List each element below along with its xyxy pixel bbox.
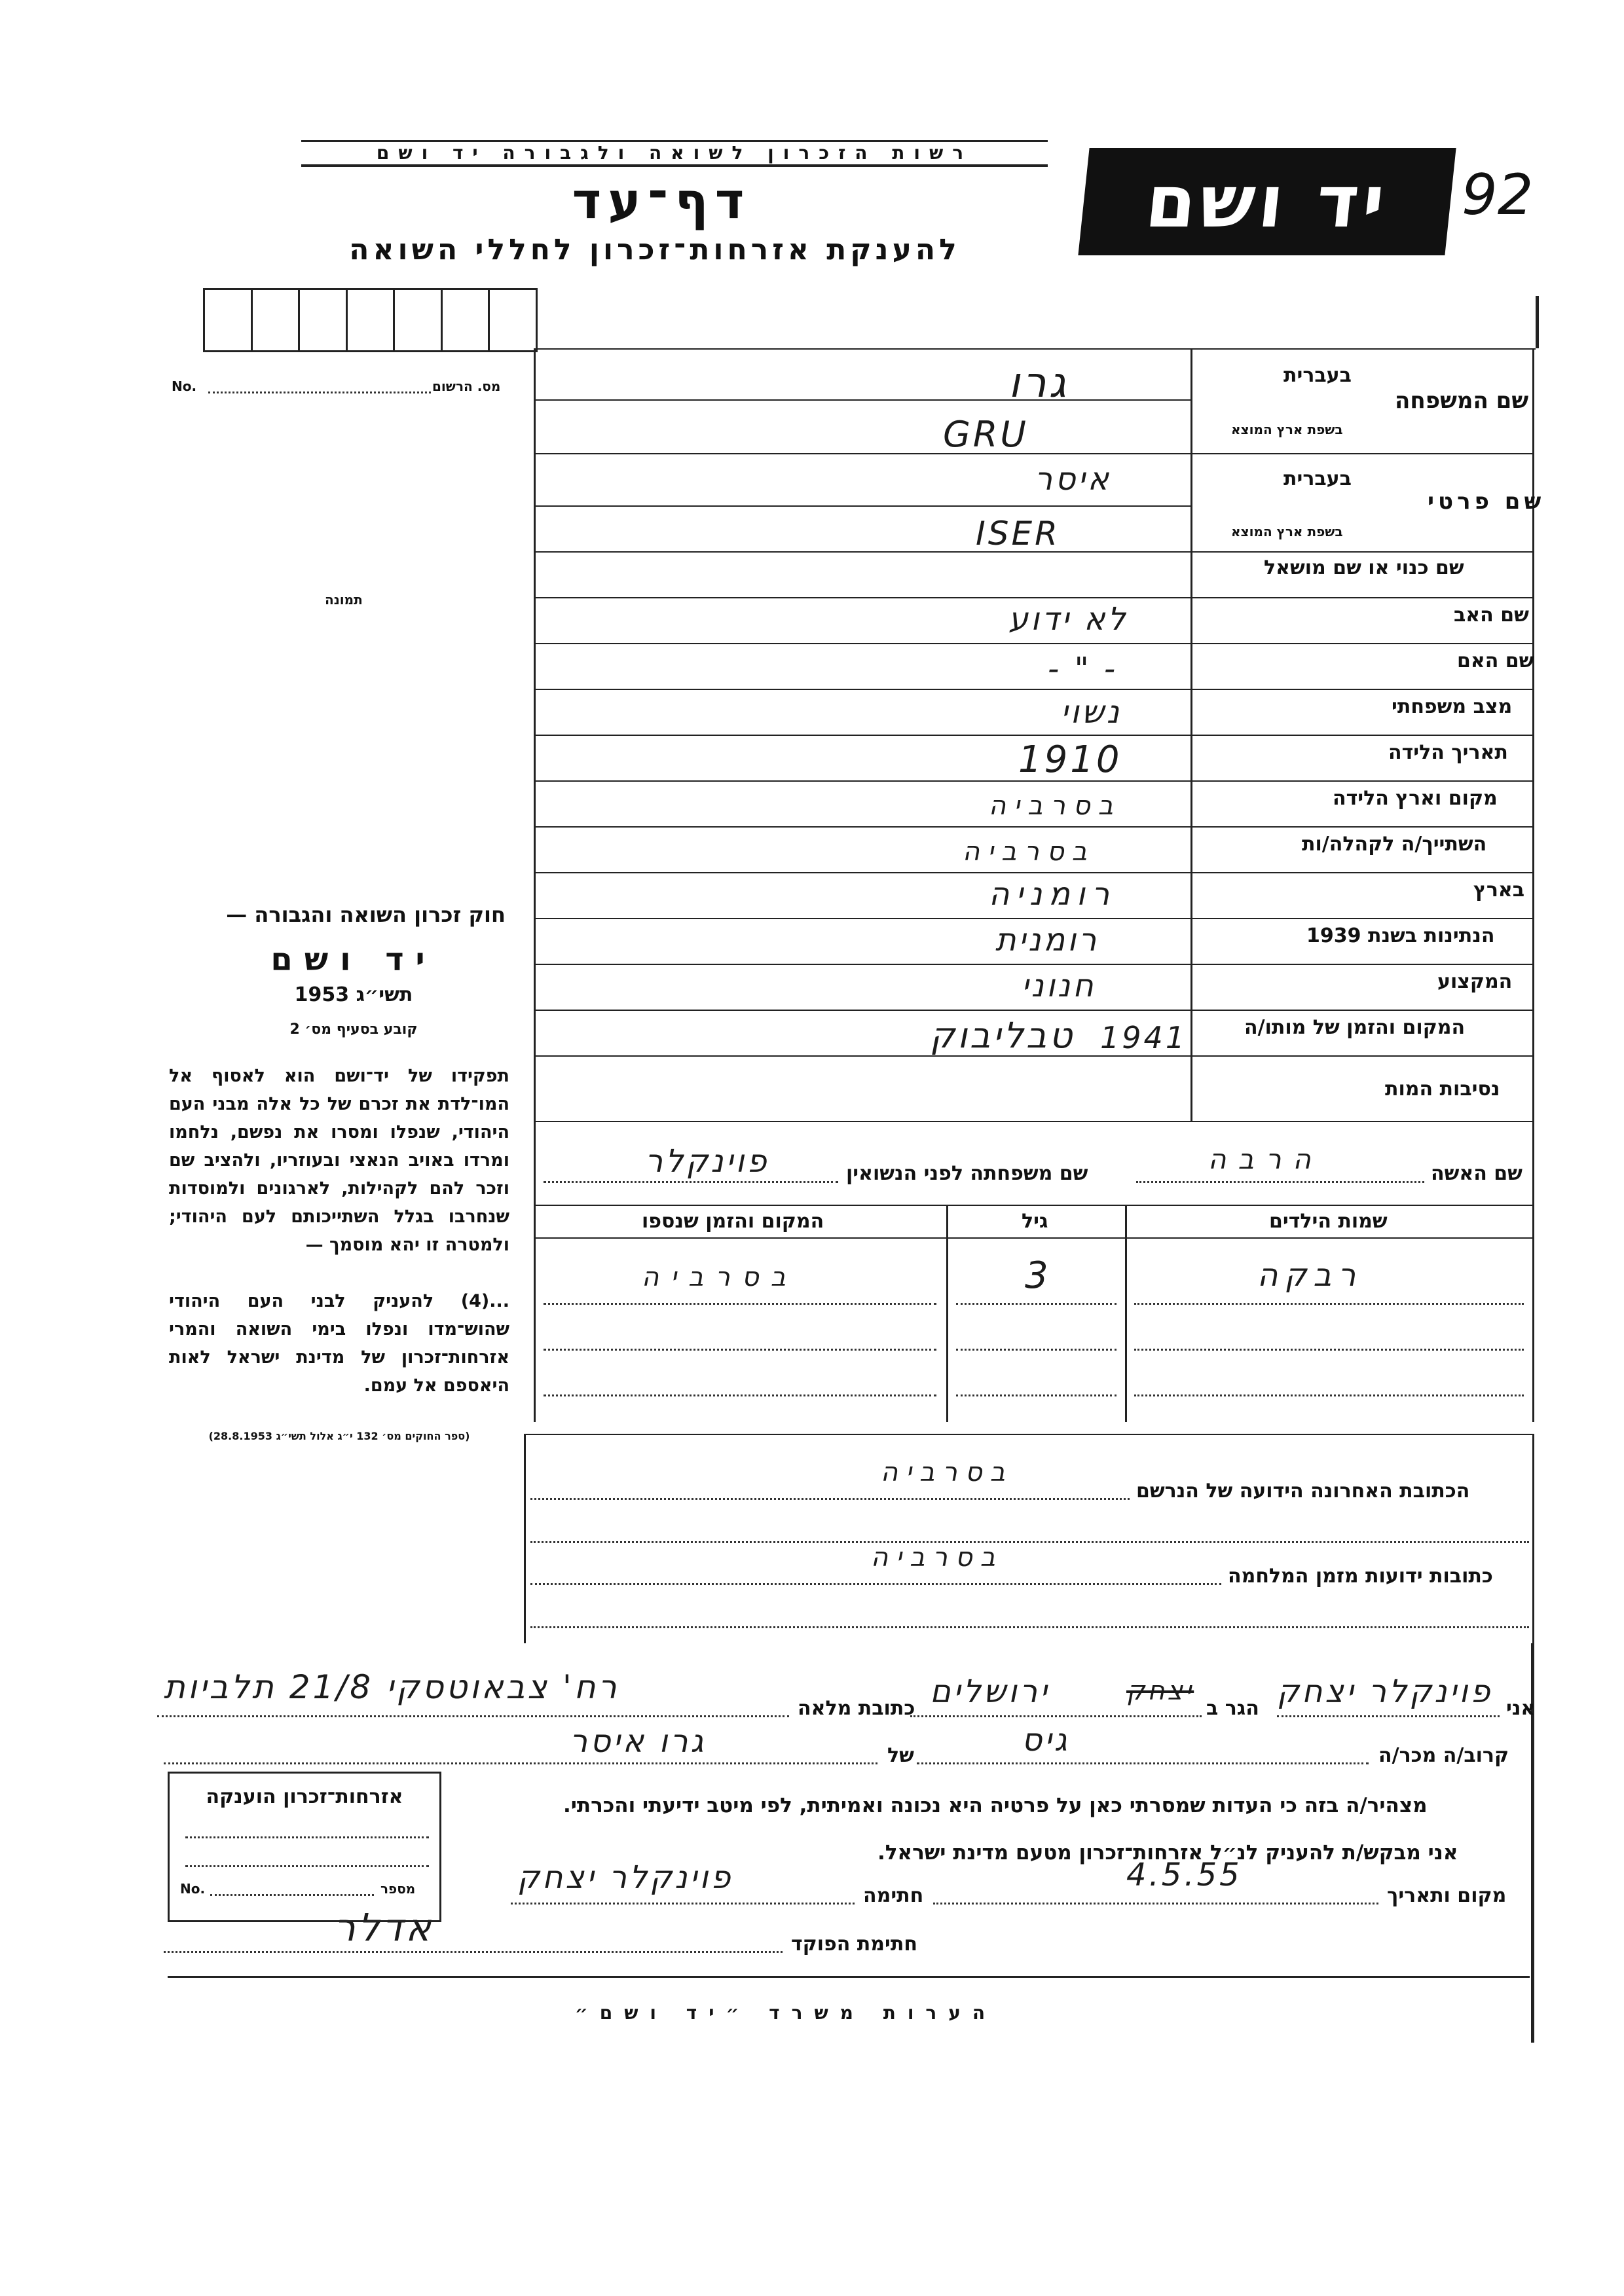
granted-box-number-label: מספר bbox=[380, 1881, 416, 1897]
photo-label: תמונה bbox=[325, 592, 363, 608]
wartime-address-value: בסרביה bbox=[871, 1542, 1003, 1573]
signature-value: פוינקלר יצחק bbox=[517, 1859, 733, 1896]
death-place-time-label: המקום והזמן של מותו/ה bbox=[1244, 1016, 1466, 1039]
registration-number-label: מס. הרשום bbox=[432, 378, 501, 394]
law-text-clause: ...(4) להעניק לבני העם היהודי שהוש־מדו ונפלו בימי השואה והמרי אזרחות־זכרון של מדינת ישראל לאות היאספם אל עמם. bbox=[169, 1291, 509, 1396]
father-value: לא ידוע bbox=[1008, 601, 1128, 638]
law-name: יד ושם bbox=[270, 941, 437, 978]
granted-box-no-label: No. bbox=[180, 1881, 206, 1897]
relative-label: קרוב/ה מכר/ה bbox=[1378, 1744, 1509, 1767]
signature-label: חתימה bbox=[863, 1884, 924, 1907]
place-date-label: מקום ותאריך bbox=[1387, 1884, 1507, 1907]
last-address-label: הכתובת האחרונה הידועה של הנרשם bbox=[1136, 1480, 1470, 1503]
birth-date-value: 1910 bbox=[1018, 738, 1122, 781]
death-year-value: 1941 bbox=[1100, 1020, 1188, 1055]
relative-value: גיס bbox=[1022, 1722, 1070, 1758]
children-names-header: שמות הילדים bbox=[1269, 1210, 1388, 1233]
law-text-purpose: תפקידו של יד־ושם הוא לאסוף אל המו־לדת את זכרם של כל אלה מבני העם היהודי, שנפלו ומסרו את נפשם, נלחמו ומרדו באויב הנאצי ובעוזריו, ולהציב שם וזכר להם לקהילות, לארגונים ולמוסדות שנחרבו בגלל השתייכותם לעם היהודי; ולמטרה זו יהא מוסמך — bbox=[169, 1066, 509, 1255]
declaration-statement: מצהיר/ה בזה כי העדות שמסרתי כאן על פרטיה היא נכונה ואמיתית, לפי מיטב ידיעתי והכרתי. bbox=[563, 1794, 1428, 1817]
children-place-header: המקום והזמן שנספו bbox=[642, 1210, 824, 1233]
nickname-label: שם כנוי או שם מושאל bbox=[1264, 556, 1464, 579]
page-subtitle: להענקת אזרחות־זכרון לחללי השואה bbox=[349, 233, 961, 266]
declarant-label: אני bbox=[1506, 1697, 1536, 1720]
spouse-maiden-label: שם משפחתה לפני הנשואין bbox=[846, 1162, 1088, 1185]
registration-no-label: No. bbox=[172, 378, 197, 394]
law-title: חוק זכרון השואה והגבורה — bbox=[226, 902, 506, 927]
child-name: רבקה bbox=[1257, 1257, 1363, 1294]
mother-label: שם האם bbox=[1457, 649, 1534, 672]
corner-handwritten-number: 92 bbox=[1462, 162, 1534, 228]
logo-text: יד ושם bbox=[1141, 160, 1393, 244]
spouse-maiden-value: פוינקלר bbox=[645, 1143, 769, 1180]
spouse-label: שם האשה bbox=[1431, 1162, 1522, 1185]
yad-vashem-logo bbox=[1078, 148, 1456, 255]
community-value: בסרביה bbox=[963, 837, 1095, 867]
father-label: שם האב bbox=[1454, 604, 1529, 627]
death-circumstances-label: נסיבות המות bbox=[1385, 1078, 1500, 1101]
first-name-native-tag: בשפת ארץ המוצא bbox=[1231, 524, 1343, 539]
resident-label: הגר ב bbox=[1206, 1697, 1259, 1720]
first-name-label: שם פרטי bbox=[1428, 488, 1545, 515]
birth-place-value: בסרביה bbox=[989, 791, 1121, 821]
country-value: רומניה bbox=[989, 876, 1116, 913]
full-address-value: רח' צבאוטסקי 21/8 תלביות bbox=[164, 1668, 619, 1706]
wartime-address-label: כתובות ידועות מזמן המלחמה bbox=[1228, 1565, 1493, 1588]
occupation-label: המקצוע bbox=[1437, 970, 1513, 993]
law-year: תשי״ג 1953 bbox=[294, 983, 413, 1006]
registration-boxes bbox=[203, 288, 538, 352]
family-name-label: שם המשפחה bbox=[1395, 388, 1529, 414]
family-name-hebrew-value: גרו bbox=[1008, 359, 1069, 407]
citizenship-value: רומנית bbox=[995, 922, 1099, 958]
law-footnote: (ספר החוקים מס׳ 132 י״ג אלול תשי״ג 28.8.1953) bbox=[208, 1430, 470, 1442]
officer-signature: אדלר bbox=[334, 1905, 434, 1950]
resident-value: ירושלים bbox=[930, 1673, 1050, 1710]
resident-struck: יצחק bbox=[1126, 1676, 1194, 1706]
family-name-hebrew-tag: בעברית bbox=[1283, 364, 1352, 387]
mother-value: - " - bbox=[1048, 651, 1118, 687]
citizenship-label: הנתינות בשנת 1939 bbox=[1306, 924, 1495, 947]
children-age-header: גיל bbox=[1022, 1210, 1048, 1233]
of-value: גרו איסר bbox=[570, 1723, 707, 1760]
citizenship-request: אני מבקש/ת להעניק לנ״ל אזרחות־זכרון מטעם מדינת ישראל. bbox=[877, 1841, 1458, 1865]
declarant-value: פוינקלר יצחק bbox=[1277, 1673, 1493, 1710]
child-place: בסרביה bbox=[642, 1262, 798, 1292]
place-date-value: 4.5.55 bbox=[1126, 1857, 1242, 1893]
officer-signature-label: חתימת הפוקד bbox=[791, 1933, 917, 1956]
community-label: השתייך/ה לקהלה/ות bbox=[1302, 833, 1487, 856]
granted-box-title: אזרחות־זכרון הוענקה bbox=[206, 1785, 403, 1808]
spouse-value: הרבה bbox=[1208, 1143, 1323, 1175]
of-label: של bbox=[887, 1744, 914, 1767]
country-label: בארץ bbox=[1473, 879, 1525, 902]
family-name-native-value: GRU bbox=[943, 414, 1029, 455]
law-section: קובע בסעיף מס׳ 2 bbox=[289, 1021, 418, 1038]
page-title: דף־עד bbox=[572, 172, 751, 230]
first-name-hebrew-value: איסר bbox=[1035, 461, 1112, 498]
marital-value: נשוי bbox=[1061, 694, 1122, 731]
header-top-strip: רשות הזכרון לשואה ולגבורה יד ושם bbox=[301, 140, 1048, 167]
last-address-value: בסרביה bbox=[881, 1457, 1013, 1487]
birth-date-label: תאריך הלידה bbox=[1388, 741, 1508, 764]
first-name-hebrew-tag: בעברית bbox=[1283, 467, 1352, 490]
birth-place-label: מקום וארץ הלידה bbox=[1333, 787, 1498, 810]
full-address-label: כתובת מלאה bbox=[798, 1697, 915, 1720]
death-place-value: טבליבוק bbox=[930, 1015, 1075, 1056]
child-age: 3 bbox=[1025, 1254, 1051, 1297]
office-remarks: הערות משרד ״יד ושם״ bbox=[574, 2002, 997, 2024]
granted-citizenship-box bbox=[168, 1772, 441, 1922]
occupation-value: חנוני bbox=[1022, 968, 1096, 1004]
first-name-native-value: ISER bbox=[976, 515, 1060, 553]
marital-label: מצב משפחתי bbox=[1392, 695, 1513, 718]
family-name-native-tag: בשפת ארץ המוצא bbox=[1231, 422, 1343, 437]
